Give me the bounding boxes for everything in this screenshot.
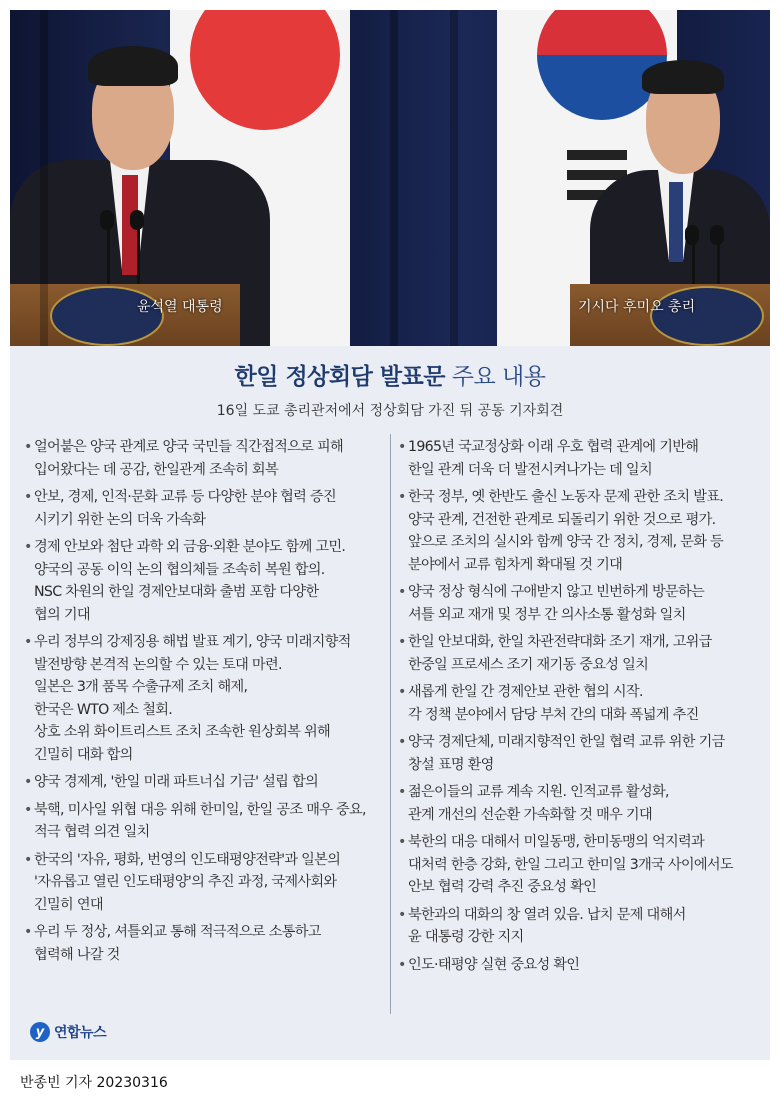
title-bold: 한일 정상회담 발표문 [234,364,445,390]
list-item [398,731,762,776]
list-item-line: • 한국 정부, 옛 한반도 출신 노동자 문제 관한 조치 발표. [408,489,724,505]
list-item-line: 한국은 WTO 제소 철회. [34,701,173,718]
list-item-line: • 북한의 대응 대해서 미일동맹, 한미동맹의 억지력과 [408,834,704,850]
list-item [24,771,382,794]
list-item-line: 윤 대통령 강한 지지 [408,929,524,945]
list-item-line: • 양국 정상 형식에 구애받지 않고 빈번하게 방문하는 [408,584,704,600]
list-item-line: • 양국 경제단체, 미래지향적인 한일 협력 교류 위한 기금 [408,734,725,750]
list-item-line: 양국 관계, 건전한 관계로 되돌리기 위한 것으로 평가. [408,511,716,528]
page-title [10,358,770,391]
list-item [398,681,762,726]
list-item-line: 한중일 프로세스 조기 재기동 중요성 일치 [408,656,649,673]
list-item [24,536,382,626]
list-item [24,631,382,766]
list-item [398,954,762,977]
list-item [398,436,762,481]
list-item-line: 각 정책 분야에서 담당 부처 간의 대화 폭넓게 추진 [408,706,699,723]
column-divider [390,434,391,1014]
left-caption: 윤석열 대통령 [137,299,223,315]
list-item-line: • 우리 정부의 강제징용 해법 발표 계기, 양국 미래지향적 [34,634,351,650]
list-item [24,921,382,966]
title-light: 주요 내용 [451,364,546,390]
list-item-line: 양국의 공동 이익 논의 협의체들 조속히 복원 합의. [34,561,325,578]
list-item-line: 앞으로 조치의 실시와 함께 양국 간 정치, 경제, 문화 등 [408,534,724,550]
right-column [398,436,762,981]
list-item-line: 시키기 위한 논의 더욱 가속화 [34,511,206,528]
list-item-line: • 젊은이들의 교류 계속 지원. 인적교류 활성화, [408,784,669,800]
subtitle: 16일 도쿄 총리관저에서 정상회담 가진 뒤 공동 기자회견 [216,403,564,419]
list-item-line: 긴밀히 대화 합의 [34,746,133,763]
list-item-line: • 경제 안보와 첨단 과학 외 금융·외환 분야도 함께 고민. [34,539,346,555]
logo-text: 연합뉴스 [54,1025,107,1041]
left-column [24,436,382,971]
list-item [398,486,762,576]
yonhap-logo-icon: y [30,1022,50,1042]
list-item-line: • 북핵, 미사일 위협 대응 위해 한미일, 한일 공조 매우 중요, [34,801,366,818]
list-item [398,904,762,949]
list-item [24,799,382,844]
list-item-line: 한일 관계 더욱 더 발전시켜나가는 데 일치 [408,461,652,478]
list-item-line: • 우리 두 정상, 셔틀외교 통해 적극적으로 소통하고 [34,924,321,940]
list-item-line: 협력해 나갈 것 [34,946,120,963]
list-item-line: • 안보, 경제, 인적·문화 교류 등 다양한 분야 협력 증진 [34,489,337,505]
list-item-line: '자유롭고 열린 인도태평양'의 추진 과정, 국제사회와 [34,874,337,890]
list-item [24,436,382,481]
right-caption: 기시다 후미오 총리 [578,299,696,315]
list-item-line: • 한국의 '자유, 평화, 번영의 인도태평양전략'과 일본의 [34,851,341,868]
list-item-line: 발전방향 본격적 논의할 수 있는 토대 마련. [34,656,282,673]
list-item-line: • 새롭게 한일 간 경제안보 관한 협의 시작. [408,684,643,700]
reporter-credit: 반종빈 기자 20230316 [20,1075,168,1091]
list-item-line: 일본은 3개 품목 수출규제 조치 해제, [34,679,248,695]
list-item-line: 분야에서 교류 힘차게 확대될 것 기대 [408,556,623,573]
list-item-line: 상호 소위 화이트리스트 조치 조속한 원상회복 위해 [34,724,330,740]
list-item-line: • 양국 경제계, '한일 미래 파트너십 기금' 설립 합의 [34,774,318,790]
list-item-line: • 북한과의 대화의 창 열려 있음. 납치 문제 대해서 [408,906,686,923]
list-item [398,831,762,899]
list-item [24,849,382,917]
yonhap-logo [30,1022,106,1042]
list-item-line: 안보 협력 강력 추진 중요성 확인 [408,879,597,895]
list-item [398,581,762,626]
list-item-line: • 얼어붙은 양국 관계로 양국 국민들 직간접적으로 피해 [34,439,343,455]
list-item-line: NSC 차원의 한일 경제안보대화 출범 포함 다양한 [34,584,319,600]
list-item-line: 긴밀히 연대 [34,896,103,913]
list-item-line: 셔틀 외교 재개 및 정부 간 의사소통 활성화 일치 [408,606,686,623]
list-item [398,781,762,826]
content-panel [10,346,770,1060]
list-item-line: 적극 협력 의견 일치 [34,824,150,840]
list-item-line: • 인도·태평양 실현 중요성 확인 [408,956,580,973]
list-item [398,631,762,676]
list-item-line: 협의 기대 [34,606,90,623]
list-item-line: 관계 개선의 선순환 가속화할 것 매우 기대 [408,806,652,823]
list-item-line: 입어왔다는 데 공감, 한일관계 조속히 회복 [34,461,278,478]
list-item-line: • 한일 안보대화, 한일 차관전략대화 조기 재개, 고위급 [408,634,712,650]
list-item-line: • 1965년 국교정상화 이래 우호 협력 관계에 기반해 [408,439,699,455]
list-item-line: 창설 표명 환영 [408,756,494,773]
list-item [24,486,382,531]
list-item-line: 대처력 한층 강화, 한일 그리고 한미일 3개국 사이에서도 [408,856,733,873]
